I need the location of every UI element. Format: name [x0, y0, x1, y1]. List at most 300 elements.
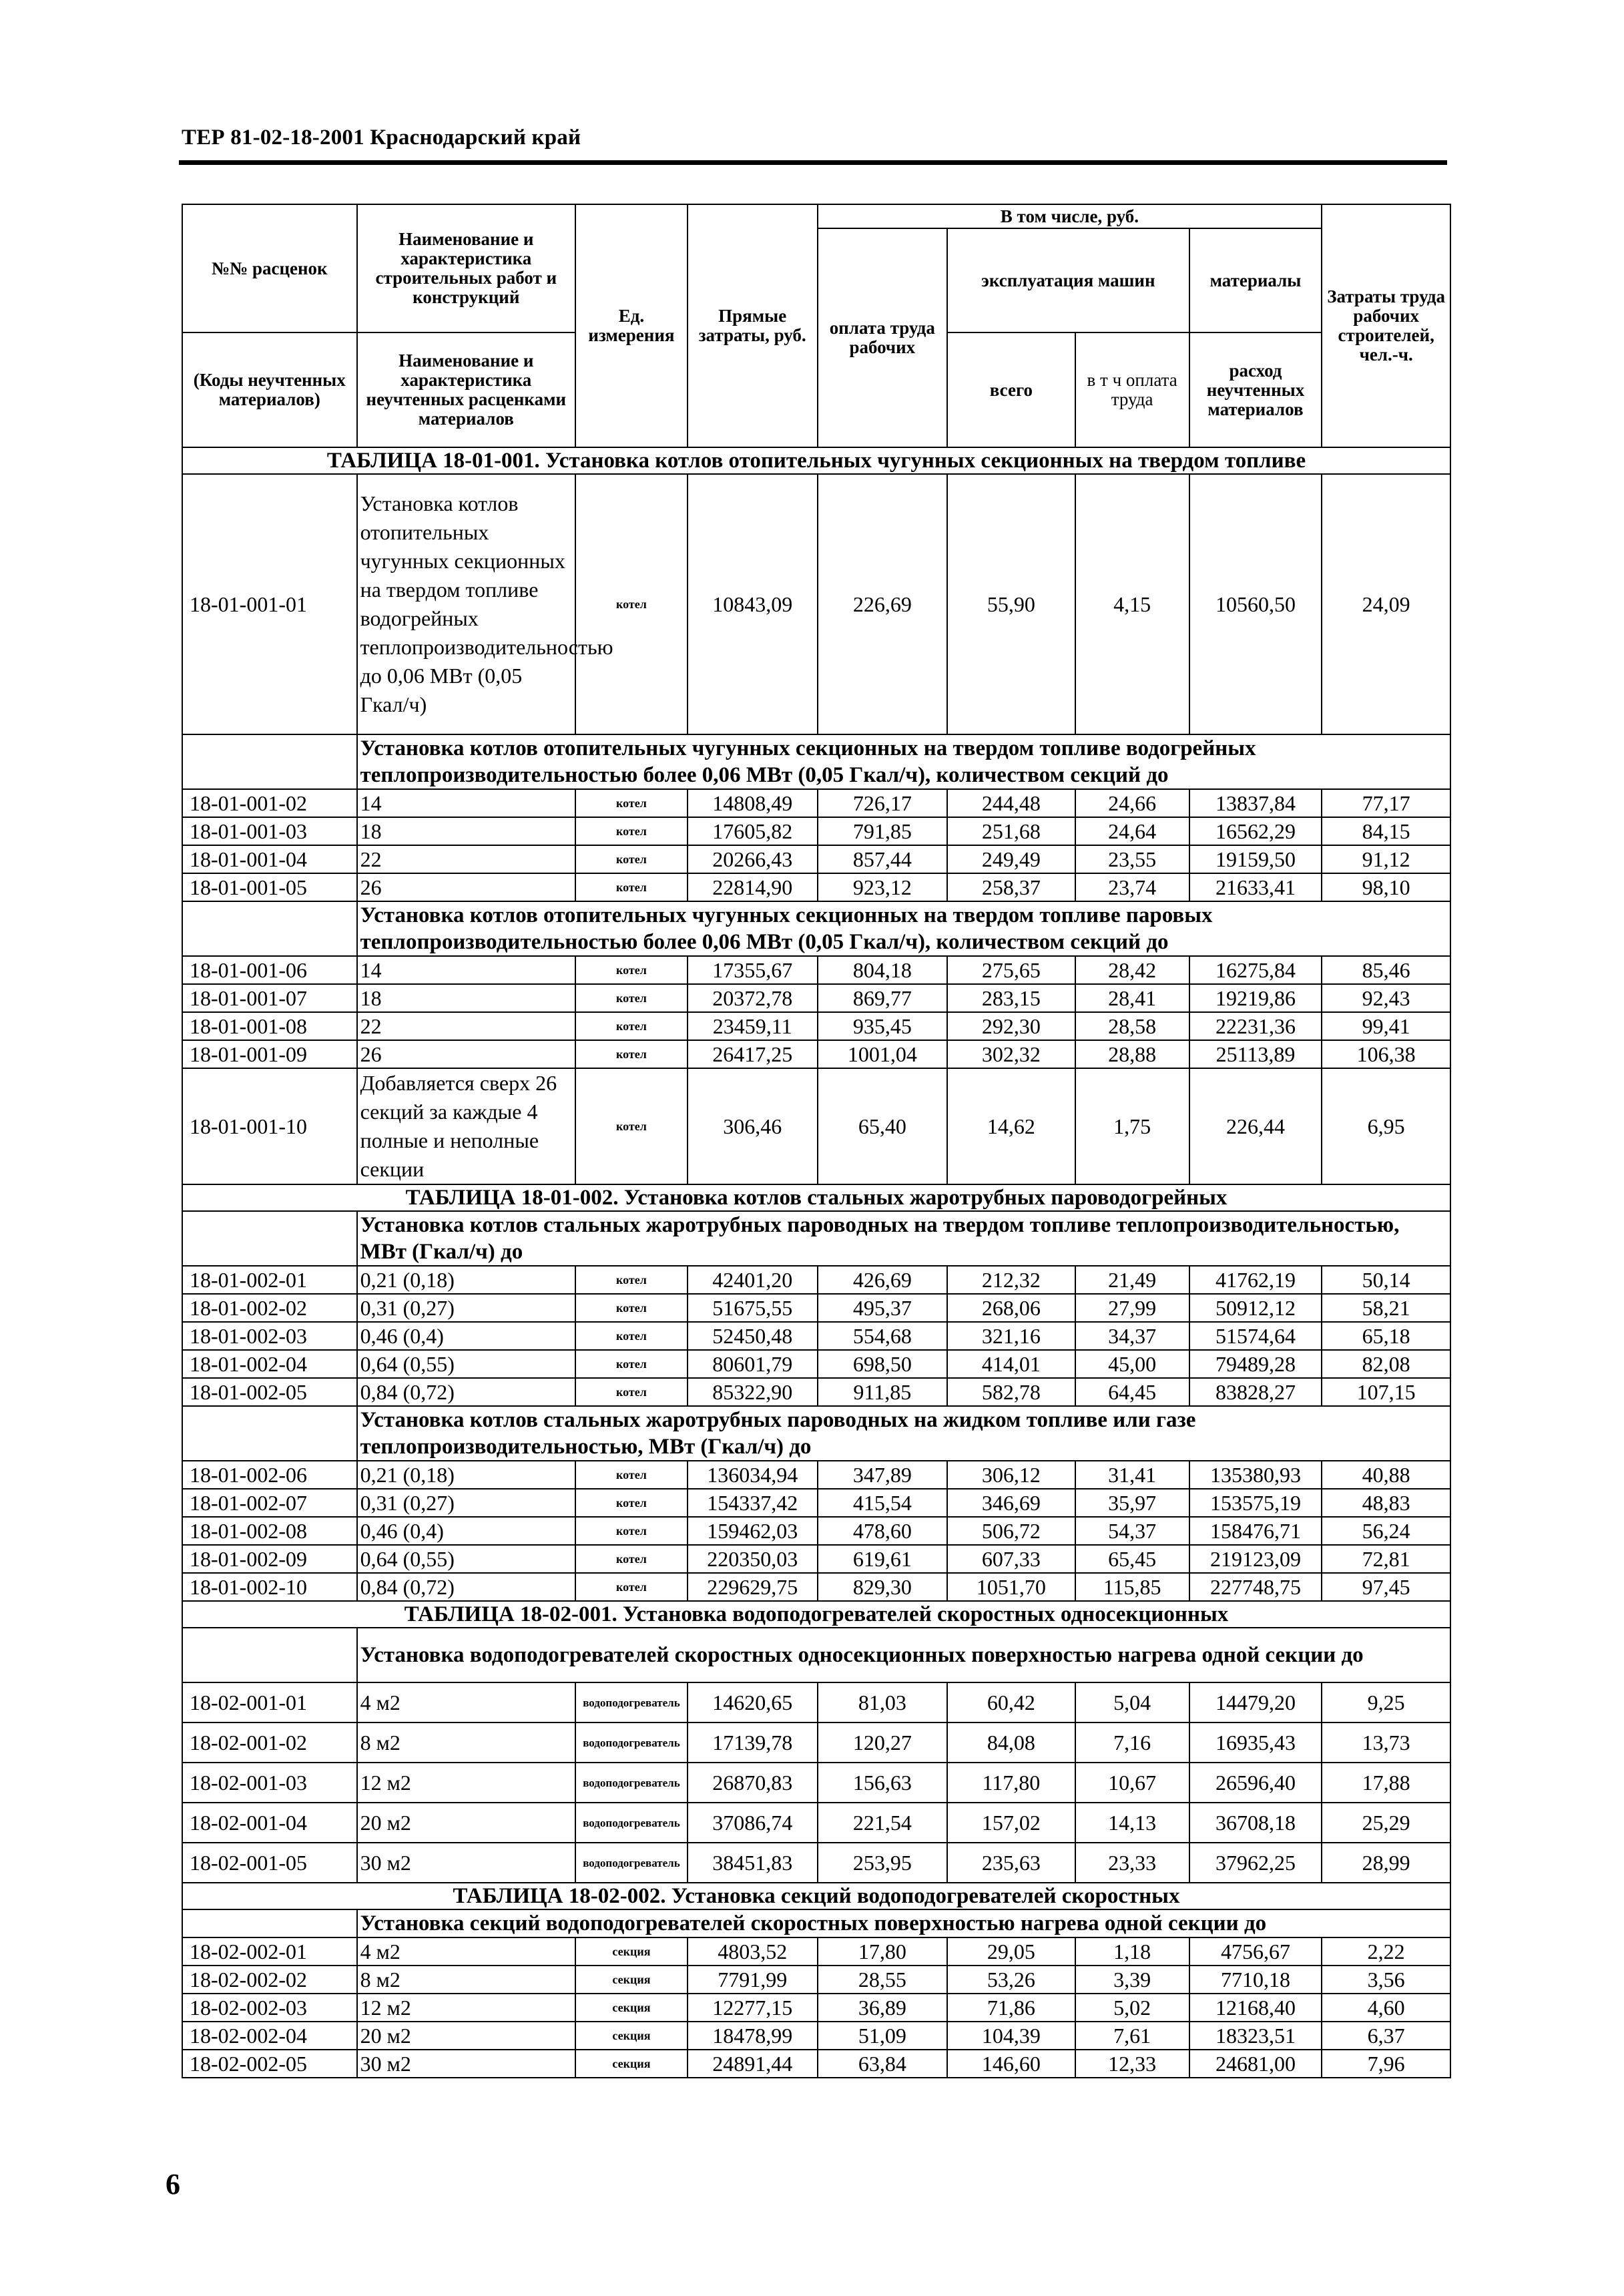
- rate-materials: 24681,00: [1189, 2050, 1322, 2078]
- table-row: [182, 2050, 1450, 2078]
- col-materials-sub-header: расход неучтенных материалов: [1189, 332, 1322, 447]
- rate-labor: 97,45: [1322, 1573, 1450, 1601]
- rate-name: 8 м2: [357, 1723, 575, 1763]
- rate-machines-wage: 23,55: [1075, 845, 1189, 873]
- rate-direct: 10843,09: [688, 474, 818, 734]
- rate-machines: 29,05: [947, 1937, 1075, 1966]
- rate-wage: 804,18: [818, 956, 948, 984]
- table-row: [182, 1966, 1450, 1994]
- group-subheading: Установка водоподогревателей скоростных односекционных поверхностью нагрева одной секции до: [357, 1628, 1450, 1682]
- col-incl-header: В том числе, руб.: [818, 204, 1322, 228]
- table-row: [182, 984, 1450, 1012]
- table-row: [182, 1994, 1450, 2022]
- rate-machines: 283,15: [947, 984, 1075, 1012]
- rate-machines-wage: 34,37: [1075, 1322, 1189, 1350]
- rate-machines-wage: 10,67: [1075, 1763, 1189, 1803]
- rate-direct: 159462,03: [688, 1517, 818, 1545]
- rate-unit: котел: [575, 474, 688, 734]
- rate-machines: 249,49: [947, 845, 1075, 873]
- rate-name: 0,21 (0,18): [357, 1266, 575, 1294]
- rate-wage: 911,85: [818, 1378, 948, 1406]
- rate-machines: 55,90: [947, 474, 1075, 734]
- rate-direct: 38451,83: [688, 1843, 818, 1883]
- rate-materials: 25113,89: [1189, 1040, 1322, 1068]
- col-direct-header: Прямые затраты, руб.: [688, 204, 818, 447]
- rate-materials: 13837,84: [1189, 789, 1322, 817]
- rate-labor: 28,99: [1322, 1843, 1450, 1883]
- header-rule: [179, 160, 1447, 165]
- rate-labor: 24,09: [1322, 474, 1450, 734]
- rate-machines: 1051,70: [947, 1573, 1075, 1601]
- col-code-header: №№ расценок: [182, 204, 357, 332]
- rate-code: 18-01-002-02: [182, 1294, 357, 1322]
- rate-labor: 6,95: [1322, 1068, 1450, 1184]
- rate-machines: 268,06: [947, 1294, 1075, 1322]
- table-row: [182, 1573, 1450, 1601]
- rate-labor: 84,15: [1322, 817, 1450, 845]
- rate-unit: секция: [575, 1966, 688, 1994]
- rate-machines-wage: 7,16: [1075, 1723, 1189, 1763]
- rate-unit: котел: [575, 1378, 688, 1406]
- rate-labor: 13,73: [1322, 1723, 1450, 1763]
- rate-direct: 52450,48: [688, 1322, 818, 1350]
- rate-unit: водоподогреватель: [575, 1723, 688, 1763]
- rate-direct: 14808,49: [688, 789, 818, 817]
- rate-wage: 221,54: [818, 1803, 948, 1843]
- table-row: [182, 1843, 1450, 1883]
- rate-code: 18-02-002-03: [182, 1994, 357, 2022]
- rate-machines-wage: 28,88: [1075, 1040, 1189, 1068]
- rate-code: 18-01-001-02: [182, 789, 357, 817]
- rate-direct: 20266,43: [688, 845, 818, 873]
- rate-materials: 12168,40: [1189, 1994, 1322, 2022]
- rate-materials: 10560,50: [1189, 474, 1322, 734]
- group-subheading: Установка котлов стальных жаротрубных паровoдных на жидком топливе или газе теплопроизводительностью, МВт (Гкал/ч) до: [357, 1406, 1450, 1461]
- rate-name: Добавляется сверх 26 секций за каждые 4 полные и неполные секции: [357, 1068, 575, 1184]
- rate-materials: 135380,93: [1189, 1461, 1322, 1489]
- rate-unit: котел: [575, 873, 688, 901]
- rate-direct: 37086,74: [688, 1803, 818, 1843]
- rate-wage: 63,84: [818, 2050, 948, 2078]
- table-row: [182, 2022, 1450, 2050]
- rate-machines-wage: 28,42: [1075, 956, 1189, 984]
- rate-machines: 84,08: [947, 1723, 1075, 1763]
- rate-direct: 26417,25: [688, 1040, 818, 1068]
- rate-name: 0,84 (0,72): [357, 1573, 575, 1601]
- rate-name: 0,31 (0,27): [357, 1489, 575, 1517]
- table-row: [182, 1350, 1450, 1378]
- rate-unit: котел: [575, 1517, 688, 1545]
- rate-direct: 20372,78: [688, 984, 818, 1012]
- table-row: [182, 1723, 1450, 1763]
- rate-wage: 253,95: [818, 1843, 948, 1883]
- rate-name: 0,84 (0,72): [357, 1378, 575, 1406]
- rate-code: 18-01-002-04: [182, 1350, 357, 1378]
- rate-materials: 158476,71: [1189, 1517, 1322, 1545]
- rate-wage: 65,40: [818, 1068, 948, 1184]
- rate-machines: 582,78: [947, 1378, 1075, 1406]
- rate-direct: 306,46: [688, 1068, 818, 1184]
- table-row: [182, 1937, 1450, 1966]
- rate-labor: 91,12: [1322, 845, 1450, 873]
- rate-name: 4 м2: [357, 1682, 575, 1723]
- rate-code: 18-02-001-05: [182, 1843, 357, 1883]
- rate-machines-wage: 7,61: [1075, 2022, 1189, 2050]
- rate-direct: 42401,20: [688, 1266, 818, 1294]
- rate-unit: водоподогреватель: [575, 1843, 688, 1883]
- rate-name: 14: [357, 789, 575, 817]
- rate-unit: котел: [575, 1040, 688, 1068]
- rate-unit: котел: [575, 1068, 688, 1184]
- rate-wage: 17,80: [818, 1937, 948, 1966]
- rate-name: 22: [357, 845, 575, 873]
- rate-labor: 82,08: [1322, 1350, 1450, 1378]
- rate-wage: 935,45: [818, 1012, 948, 1040]
- rate-name: 14: [357, 956, 575, 984]
- rate-machines-wage: 27,99: [1075, 1294, 1189, 1322]
- rate-machines: 306,12: [947, 1461, 1075, 1489]
- rate-materials: 37962,25: [1189, 1843, 1322, 1883]
- rate-wage: 415,54: [818, 1489, 948, 1517]
- rate-code: 18-01-001-07: [182, 984, 357, 1012]
- rate-machines-wage: 28,41: [1075, 984, 1189, 1012]
- rate-labor: 65,18: [1322, 1322, 1450, 1350]
- rate-machines: 60,42: [947, 1682, 1075, 1723]
- rate-name: 12 м2: [357, 1763, 575, 1803]
- rate-code: 18-01-001-05: [182, 873, 357, 901]
- rate-code: 18-01-001-10: [182, 1068, 357, 1184]
- rate-wage: 226,69: [818, 474, 948, 734]
- rate-materials: 219123,09: [1189, 1545, 1322, 1573]
- rate-wage: 426,69: [818, 1266, 948, 1294]
- rate-labor: 48,83: [1322, 1489, 1450, 1517]
- rate-labor: 7,96: [1322, 2050, 1450, 2078]
- table-row: [182, 1040, 1450, 1068]
- document-header: ТЕР 81-02-18-2001 Краснодарский край: [182, 126, 581, 150]
- rate-unit: водоподогреватель: [575, 1682, 688, 1723]
- rate-machines-wage: 115,85: [1075, 1573, 1189, 1601]
- rate-wage: 28,55: [818, 1966, 948, 1994]
- group-subheading: Установка котлов отопительных чугунных секционных на твердом топливе водогрейных теплопроизводительностью более 0,06 МВт (0,05 Гкал/ч), количеством секций до: [357, 734, 1450, 789]
- rate-materials: 14479,20: [1189, 1682, 1322, 1723]
- rate-unit: котел: [575, 1266, 688, 1294]
- rate-unit: водоподогреватель: [575, 1803, 688, 1843]
- rate-machines-wage: 14,13: [1075, 1803, 1189, 1843]
- rate-machines-wage: 28,58: [1075, 1012, 1189, 1040]
- rate-materials: 50912,12: [1189, 1294, 1322, 1322]
- table-title: ТАБЛИЦА 18-01-002. Установка котлов стальных жаротрубных пароводогрейных: [182, 1184, 1450, 1211]
- rate-code: 18-02-002-01: [182, 1937, 357, 1966]
- group-subheading: Установка котлов стальных жаротрубных паровoдных на твердом топливе теплопроизводительностью, МВт (Гкал/ч) до: [357, 1211, 1450, 1266]
- rate-code: 18-01-001-06: [182, 956, 357, 984]
- rate-materials: 7710,18: [1189, 1966, 1322, 1994]
- rate-code: 18-01-002-08: [182, 1517, 357, 1545]
- rate-materials: 51574,64: [1189, 1322, 1322, 1350]
- rate-name: 0,21 (0,18): [357, 1461, 575, 1489]
- rate-name: 18: [357, 817, 575, 845]
- rate-labor: 40,88: [1322, 1461, 1450, 1489]
- rate-unit: котел: [575, 984, 688, 1012]
- rate-wage: 495,37: [818, 1294, 948, 1322]
- rate-code: 18-02-002-05: [182, 2050, 357, 2078]
- rate-machines: 292,30: [947, 1012, 1075, 1040]
- rate-labor: 72,81: [1322, 1545, 1450, 1573]
- rate-labor: 98,10: [1322, 873, 1450, 901]
- rate-machines: 212,32: [947, 1266, 1075, 1294]
- col-wage-header: оплата труда рабочих: [818, 228, 948, 447]
- rate-wage: 857,44: [818, 845, 948, 873]
- rate-unit: котел: [575, 789, 688, 817]
- rate-direct: 154337,42: [688, 1489, 818, 1517]
- rate-wage: 81,03: [818, 1682, 948, 1723]
- table-row: [182, 1682, 1450, 1723]
- rate-code: 18-01-001-01: [182, 474, 357, 734]
- rate-wage: 1001,04: [818, 1040, 948, 1068]
- rate-machines-wage: 64,45: [1075, 1378, 1189, 1406]
- table-title: ТАБЛИЦА 18-02-002. Установка секций водоподогревателей скоростных: [182, 1883, 1450, 1909]
- rate-materials: 41762,19: [1189, 1266, 1322, 1294]
- rate-code: 18-01-001-04: [182, 845, 357, 873]
- rate-code: 18-02-001-03: [182, 1763, 357, 1803]
- rate-machines-wage: 3,39: [1075, 1966, 1189, 1994]
- col-machines-wage-header: в т ч оплата труда: [1075, 332, 1189, 447]
- rate-name: 20 м2: [357, 1803, 575, 1843]
- rate-code: 18-01-002-03: [182, 1322, 357, 1350]
- rate-wage: 726,17: [818, 789, 948, 817]
- rate-machines: 251,68: [947, 817, 1075, 845]
- rate-direct: 23459,11: [688, 1012, 818, 1040]
- rate-unit: котел: [575, 1322, 688, 1350]
- rate-materials: 19219,86: [1189, 984, 1322, 1012]
- rate-code: 18-02-002-04: [182, 2022, 357, 2050]
- rate-direct: 17139,78: [688, 1723, 818, 1763]
- rate-direct: 51675,55: [688, 1294, 818, 1322]
- rate-direct: 18478,99: [688, 2022, 818, 2050]
- rate-name: 0,46 (0,4): [357, 1322, 575, 1350]
- rate-direct: 220350,03: [688, 1545, 818, 1573]
- rate-machines: 53,26: [947, 1966, 1075, 1994]
- rate-unit: водоподогреватель: [575, 1763, 688, 1803]
- rate-name: 0,64 (0,55): [357, 1545, 575, 1573]
- rate-direct: 22814,90: [688, 873, 818, 901]
- rate-unit: котел: [575, 845, 688, 873]
- rate-machines: 71,86: [947, 1994, 1075, 2022]
- rate-direct: 17605,82: [688, 817, 818, 845]
- rate-name: 26: [357, 1040, 575, 1068]
- rate-code: 18-01-002-10: [182, 1573, 357, 1601]
- rate-unit: котел: [575, 1545, 688, 1573]
- rate-wage: 156,63: [818, 1763, 948, 1803]
- rate-name: 12 м2: [357, 1994, 575, 2022]
- rate-machines: 104,39: [947, 2022, 1075, 2050]
- rate-labor: 3,56: [1322, 1966, 1450, 1994]
- rate-labor: 25,29: [1322, 1803, 1450, 1843]
- col-unit-header: Ед. измерения: [575, 204, 688, 447]
- rate-machines: 414,01: [947, 1350, 1075, 1378]
- rate-machines: 146,60: [947, 2050, 1075, 2078]
- rate-machines: 157,02: [947, 1803, 1075, 1843]
- rate-materials: 16935,43: [1189, 1723, 1322, 1763]
- page-number: 6: [166, 2168, 180, 2201]
- rate-machines-wage: 31,41: [1075, 1461, 1189, 1489]
- rate-machines: 244,48: [947, 789, 1075, 817]
- rate-code: 18-02-001-02: [182, 1723, 357, 1763]
- rate-materials: 26596,40: [1189, 1763, 1322, 1803]
- rate-unit: котел: [575, 1489, 688, 1517]
- rate-machines: 302,32: [947, 1040, 1075, 1068]
- rate-direct: 7791,99: [688, 1966, 818, 1994]
- col-code-sub-header: (Коды неучтенных материалов): [182, 332, 357, 447]
- rate-name: 0,46 (0,4): [357, 1517, 575, 1545]
- rate-code: 18-01-001-03: [182, 817, 357, 845]
- rate-name: Установка котлов отопительных чугунных секционных на твердом топливе водогрейных теплопроизводительностью до 0,06 МВт (0,05 Гкал/ч): [357, 474, 575, 734]
- table-row: [182, 1294, 1450, 1322]
- rate-wage: 829,30: [818, 1573, 948, 1601]
- rate-unit: котел: [575, 1350, 688, 1378]
- rate-unit: котел: [575, 1012, 688, 1040]
- rate-materials: 153575,19: [1189, 1489, 1322, 1517]
- rate-wage: 554,68: [818, 1322, 948, 1350]
- rate-labor: 2,22: [1322, 1937, 1450, 1966]
- rate-labor: 107,15: [1322, 1378, 1450, 1406]
- table-header: [182, 204, 1450, 447]
- rate-code: 18-01-001-09: [182, 1040, 357, 1068]
- rate-name: 22: [357, 1012, 575, 1040]
- rate-machines-wage: 4,15: [1075, 474, 1189, 734]
- rate-labor: 106,38: [1322, 1040, 1450, 1068]
- rate-direct: 26870,83: [688, 1763, 818, 1803]
- table-row: [182, 1517, 1450, 1545]
- col-name-header: Наименование и характеристика строительных работ и конструкций: [357, 204, 575, 332]
- table-row: [182, 845, 1450, 873]
- rate-machines-wage: 5,04: [1075, 1682, 1189, 1723]
- rate-machines-wage: 21,49: [1075, 1266, 1189, 1294]
- rate-machines-wage: 24,66: [1075, 789, 1189, 817]
- table-title: ТАБЛИЦА 18-02-001. Установка водоподогревателей скоростных односекционных: [182, 1601, 1450, 1628]
- rate-wage: 619,61: [818, 1545, 948, 1573]
- table-row: [182, 1266, 1450, 1294]
- table-row: [182, 956, 1450, 984]
- rate-unit: котел: [575, 1294, 688, 1322]
- rate-labor: 99,41: [1322, 1012, 1450, 1040]
- rate-machines-wage: 1,75: [1075, 1068, 1189, 1184]
- rate-direct: 136034,94: [688, 1461, 818, 1489]
- rate-wage: 120,27: [818, 1723, 948, 1763]
- rate-labor: 50,14: [1322, 1266, 1450, 1294]
- rate-machines-wage: 23,33: [1075, 1843, 1189, 1883]
- rate-code: 18-02-001-01: [182, 1682, 357, 1723]
- table-row: [182, 1545, 1450, 1573]
- rate-name: 4 м2: [357, 1937, 575, 1966]
- rate-direct: 12277,15: [688, 1994, 818, 2022]
- col-machines-header: эксплуатация машин: [947, 228, 1189, 332]
- rate-labor: 85,46: [1322, 956, 1450, 984]
- col-machines-total-header: всего: [947, 332, 1075, 447]
- rate-unit: секция: [575, 1994, 688, 2022]
- rate-machines: 346,69: [947, 1489, 1075, 1517]
- rate-machines: 258,37: [947, 873, 1075, 901]
- rate-machines-wage: 45,00: [1075, 1350, 1189, 1378]
- rate-machines-wage: 65,45: [1075, 1545, 1189, 1573]
- rate-code: 18-02-001-04: [182, 1803, 357, 1843]
- rate-labor: 92,43: [1322, 984, 1450, 1012]
- rate-machines-wage: 54,37: [1075, 1517, 1189, 1545]
- group-subheading: Установка секций водоподогревателей скоростных поверхностью нагрева одной секции до: [357, 1909, 1450, 1937]
- rate-code: 18-01-001-08: [182, 1012, 357, 1040]
- rates-table: [182, 204, 1451, 2078]
- rate-name: 18: [357, 984, 575, 1012]
- rate-unit: котел: [575, 817, 688, 845]
- rate-wage: 36,89: [818, 1994, 948, 2022]
- rate-labor: 4,60: [1322, 1994, 1450, 2022]
- rate-machines: 235,63: [947, 1843, 1075, 1883]
- rate-materials: 83828,27: [1189, 1378, 1322, 1406]
- col-name-sub-header: Наименование и характеристика неучтенных расценками материалов: [357, 332, 575, 447]
- rate-code: 18-02-002-02: [182, 1966, 357, 1994]
- table-row: [182, 1012, 1450, 1040]
- table-row: [182, 1803, 1450, 1843]
- rate-direct: 4803,52: [688, 1937, 818, 1966]
- rate-wage: 347,89: [818, 1461, 948, 1489]
- rate-name: 0,64 (0,55): [357, 1350, 575, 1378]
- rate-materials: 227748,75: [1189, 1573, 1322, 1601]
- rate-materials: 16275,84: [1189, 956, 1322, 984]
- rate-materials: 18323,51: [1189, 2022, 1322, 2050]
- rate-unit: котел: [575, 956, 688, 984]
- rate-machines: 275,65: [947, 956, 1075, 984]
- table-row: [182, 474, 1450, 734]
- rate-labor: 58,21: [1322, 1294, 1450, 1322]
- table-row: [182, 1461, 1450, 1489]
- rate-machines-wage: 5,02: [1075, 1994, 1189, 2022]
- rate-materials: 21633,41: [1189, 873, 1322, 901]
- table-row: [182, 873, 1450, 901]
- rate-machines: 117,80: [947, 1763, 1075, 1803]
- rate-machines-wage: 12,33: [1075, 2050, 1189, 2078]
- rate-name: 30 м2: [357, 1843, 575, 1883]
- rate-labor: 56,24: [1322, 1517, 1450, 1545]
- table-row: [182, 817, 1450, 845]
- col-labor-header: Затраты труда рабочих строителей, чел.-ч.: [1322, 204, 1450, 447]
- rate-machines: 607,33: [947, 1545, 1075, 1573]
- rate-materials: 226,44: [1189, 1068, 1322, 1184]
- rate-unit: котел: [575, 1573, 688, 1601]
- rate-labor: 9,25: [1322, 1682, 1450, 1723]
- rate-unit: секция: [575, 2022, 688, 2050]
- rate-unit: секция: [575, 2050, 688, 2078]
- rate-labor: 17,88: [1322, 1763, 1450, 1803]
- rate-materials: 79489,28: [1189, 1350, 1322, 1378]
- rate-labor: 6,37: [1322, 2022, 1450, 2050]
- rate-direct: 80601,79: [688, 1350, 818, 1378]
- rate-machines: 14,62: [947, 1068, 1075, 1184]
- rate-direct: 24891,44: [688, 2050, 818, 2078]
- rate-name: 0,31 (0,27): [357, 1294, 575, 1322]
- rate-code: 18-01-002-09: [182, 1545, 357, 1573]
- table-row: [182, 789, 1450, 817]
- rate-name: 26: [357, 873, 575, 901]
- rate-wage: 869,77: [818, 984, 948, 1012]
- rate-wage: 51,09: [818, 2022, 948, 2050]
- table-row: [182, 1068, 1450, 1184]
- rate-wage: 478,60: [818, 1517, 948, 1545]
- rate-machines-wage: 24,64: [1075, 817, 1189, 845]
- table-row: [182, 1322, 1450, 1350]
- rate-wage: 923,12: [818, 873, 948, 901]
- rate-code: 18-01-002-07: [182, 1489, 357, 1517]
- group-subheading: Установка котлов отопительных чугунных секционных на твердом топливе паровых теплопроизводительностью более 0,06 МВт (0,05 Гкал/ч), количеством секций до: [357, 901, 1450, 956]
- rate-direct: 85322,90: [688, 1378, 818, 1406]
